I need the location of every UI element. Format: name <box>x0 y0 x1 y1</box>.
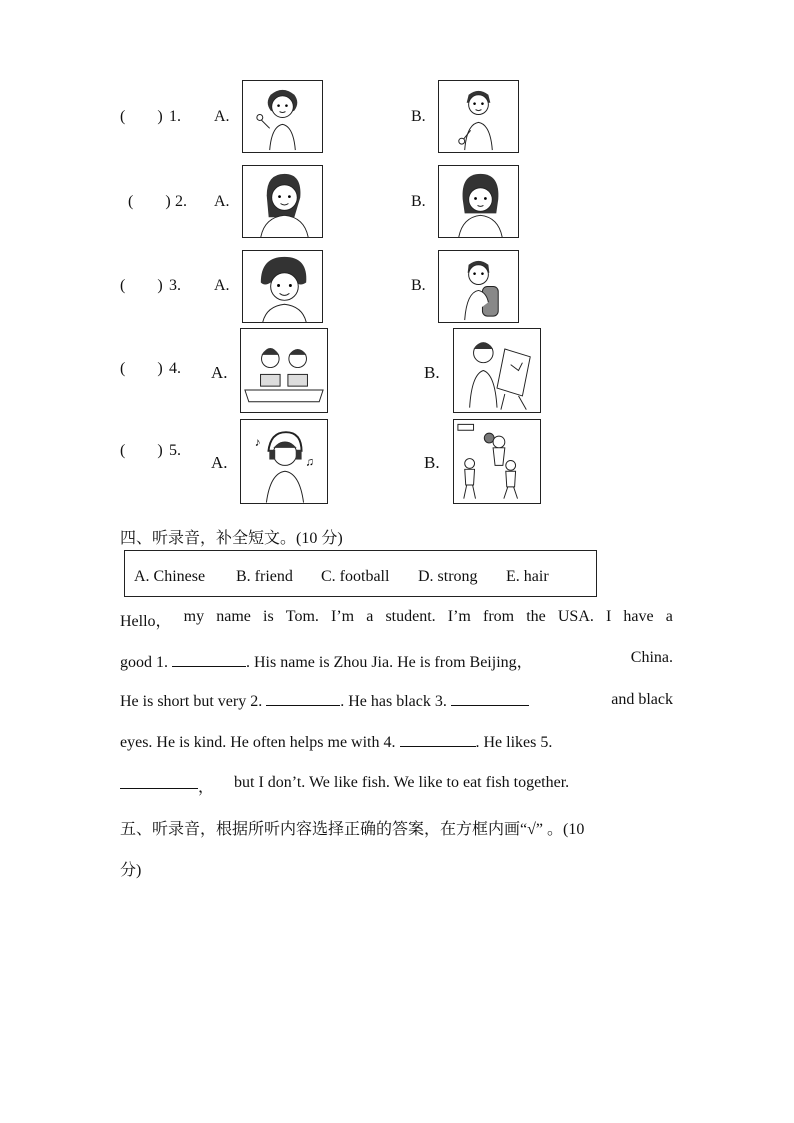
passage-word: Tom. <box>285 608 319 625</box>
passage-word: the <box>526 608 546 625</box>
kids-reading-icon[interactable] <box>240 328 328 413</box>
passage-text: . His name is Zhou Jia. He is from Beijing， <box>246 654 533 671</box>
blank-3[interactable] <box>451 691 529 706</box>
option-b-label: B. <box>424 453 440 472</box>
passage-text: ， <box>198 779 215 796</box>
word-option-d: D. strong <box>418 568 478 585</box>
section-five-title: 五、听录音，根据所听内容选择正确的答案，在方框内画“√” 。(10 <box>120 821 585 838</box>
passage-text: . He has black 3. <box>340 693 447 710</box>
word-bank <box>124 550 597 597</box>
answer-paren[interactable]: ( ) <box>120 277 163 294</box>
option-a-label: A. <box>214 277 230 294</box>
passage-text: China. <box>630 649 673 666</box>
blank-1[interactable] <box>172 652 246 667</box>
girl-portrait-icon[interactable] <box>242 165 323 238</box>
section-five-title-cont: 分) <box>120 862 142 879</box>
question-number: 3. <box>169 277 181 294</box>
passage-word: my <box>183 608 205 625</box>
passage-text: He is short but very 2. <box>120 693 263 710</box>
passage-text: eyes. He is kind. He often helps me with 4. <box>120 734 396 751</box>
svg-text:♫: ♫ <box>305 455 315 469</box>
passage-line-2 <box>120 649 673 672</box>
option-a-label: A. <box>214 108 230 125</box>
girl-talking-icon[interactable] <box>242 80 323 153</box>
girl-curly-hair-icon[interactable] <box>242 250 323 323</box>
passage-word: Hello， <box>120 613 172 630</box>
boys-basketball-icon[interactable] <box>453 419 541 504</box>
passage-word: name <box>216 608 251 625</box>
option-a-label: A. <box>214 193 230 210</box>
question-number: 2. <box>175 193 187 210</box>
option-b-label: B. <box>424 363 440 382</box>
answer-paren[interactable]: ( ) <box>120 442 163 459</box>
answer-paren[interactable]: ( ) <box>120 360 163 377</box>
girl-short-hair-icon[interactable] <box>438 165 519 238</box>
passage-line-5 <box>120 774 673 797</box>
passage-word: I’m <box>331 608 355 625</box>
passage-word: a <box>665 608 673 625</box>
svg-text:♪: ♪ <box>254 435 261 449</box>
option-a-label: A. <box>211 363 228 382</box>
boy-backpack-icon[interactable] <box>438 250 519 323</box>
word-option-c: C. football <box>321 568 390 585</box>
option-a-label: A. <box>211 453 228 472</box>
word-option-b: B. friend <box>236 568 293 585</box>
question-number: 1. <box>169 108 181 125</box>
passage-word: I’m <box>447 608 471 625</box>
question-number: 5. <box>169 442 181 459</box>
section-four-title: 四、听录音，补全短文。(10 分) <box>120 530 343 547</box>
word-option-e: E. hair <box>506 568 549 585</box>
blank-5[interactable] <box>120 774 198 789</box>
blank-4[interactable] <box>400 732 476 747</box>
answer-paren[interactable]: ( ) <box>120 108 163 125</box>
blank-2[interactable] <box>266 691 340 706</box>
option-b-label: B. <box>411 193 426 210</box>
boy-talking-icon[interactable] <box>438 80 519 153</box>
passage-text: but I don’t. We like fish. We like to eat fish together. <box>234 774 570 791</box>
passage-word: student. <box>385 608 436 625</box>
passage-text: . He likes 5. <box>475 734 553 751</box>
passage-line-3 <box>120 691 673 711</box>
passage-line-4 <box>120 732 673 752</box>
passage-line-1 <box>120 608 673 631</box>
girl-painting-icon[interactable] <box>453 328 541 413</box>
option-b-label: B. <box>411 108 426 125</box>
passage-word: I <box>605 608 612 625</box>
passage-text: good 1. <box>120 654 168 671</box>
answer-paren[interactable]: ( ) <box>128 193 171 210</box>
girl-listening-music-icon[interactable] <box>240 419 328 504</box>
passage-word: have <box>623 608 654 625</box>
passage-word: from <box>482 608 515 625</box>
question-number: 4. <box>169 360 181 377</box>
option-b-label: B. <box>411 277 426 294</box>
word-option-a: A. Chinese <box>134 568 206 585</box>
passage-word: is <box>263 608 274 625</box>
passage-text: and black <box>611 691 673 708</box>
passage-word: USA. <box>557 608 594 625</box>
passage-word: a <box>366 608 374 625</box>
